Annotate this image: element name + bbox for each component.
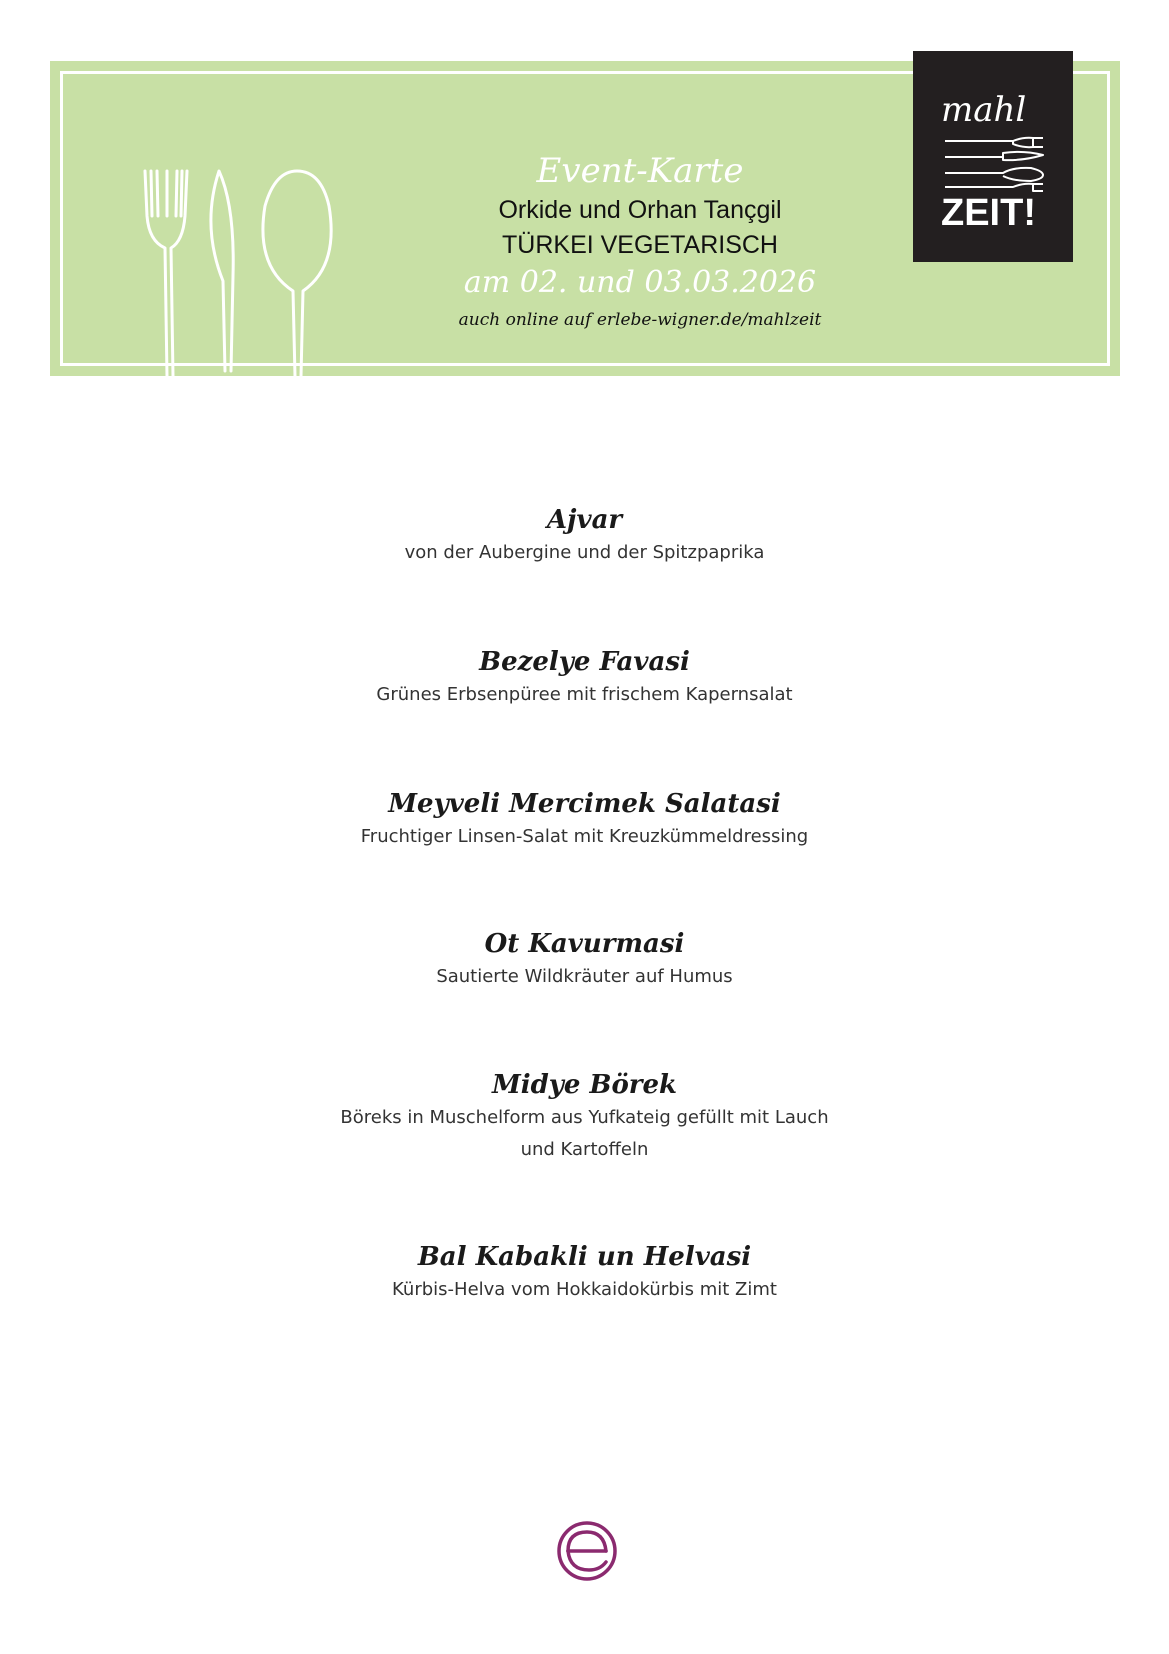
course-name: Ajvar	[546, 505, 623, 535]
course-description: Sautierte Wildkräuter auf Humus	[436, 966, 733, 987]
event-dates: am 02. und 03.03.2026	[463, 265, 817, 300]
course-name: Midye Börek	[491, 1070, 678, 1100]
theme: TÜRKEI VEGETARISCH	[502, 231, 778, 259]
course-item	[0, 645, 1169, 711]
course-name: Meyveli Mercimek Salatasi	[388, 789, 781, 819]
course-name: Bal Kabakli un Helvasi	[417, 1242, 752, 1272]
course-description: Grünes Erbsenpüree mit frischem Kapernsalat	[376, 684, 793, 705]
course-description: Fruchtiger Linsen-Salat mit Kreuzkümmeldressing	[360, 826, 809, 847]
online-link[interactable]: auch online auf erlebe-wigner.de/mahlzeit	[458, 310, 822, 330]
mahlzeit-logo	[913, 51, 1073, 262]
course-name: Bezelye Favasi	[479, 647, 690, 677]
course-description: von der Aubergine und der Spitzpaprika	[404, 542, 765, 563]
course-name: Ot Kavurmasi	[484, 929, 685, 959]
course-item	[0, 927, 1169, 993]
course-description: Kürbis-Helva vom Hokkaidokürbis mit Zimt	[392, 1279, 777, 1300]
banner-text	[300, 149, 980, 337]
logo-mahl: mahl	[941, 90, 1027, 130]
course-item	[0, 1068, 1169, 1166]
logo-cutlery-icon	[943, 133, 1045, 193]
e-circle-logo-icon	[554, 1518, 620, 1584]
event-title: Event-Karte	[536, 151, 744, 191]
course-item	[0, 503, 1169, 569]
hosts: Orkide und Orhan Tançgil	[498, 196, 782, 224]
course-item	[0, 1240, 1169, 1306]
course-item	[0, 787, 1169, 853]
course-description: Böreks in Muschelform aus Yufkateig gefüllt mit Lauch und Kartoffeln	[340, 1107, 829, 1160]
logo-zeit: ZEIT!	[941, 192, 1036, 234]
